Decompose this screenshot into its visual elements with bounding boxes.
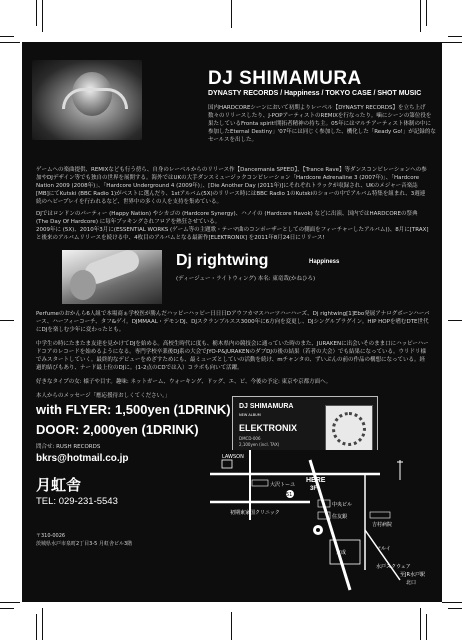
map-label-square: 水戸スクウェア [376, 564, 411, 570]
crop-mark [231, 612, 232, 640]
map-label-clinic: 初期東家国クリニック [230, 510, 280, 516]
map-label-here-floor: 3F [310, 486, 318, 492]
dj1-name: DJ SHIMAMURA [208, 68, 362, 89]
album-cover-image [325, 405, 373, 453]
crop-mark [442, 42, 462, 43]
map-label-keisei: 京成 [336, 550, 347, 556]
crop-mark [448, 36, 462, 37]
dj2-tag: Happiness [309, 259, 340, 265]
venue-tel: TEL: 029-231-5543 [36, 496, 118, 507]
bio-paragraph: ゲームへの楽曲提供、REMIXなども行う傍ら、自身のレーベルからのリリース作【Dancemania SPEED】、【Trance Rave】等ダンスコンピレーションへの参加やDJデザイン等でも独自の世界を展開する。海外ではUKの大手ダンスミュージックコンピレーション「Hardcore Adrenaline 3 (2007年)」、「Hardcore Nation 2009 (2008年)」、「Hardcore Underground 4 (2009年)」、[Die Another Day (2011年)]にそれぞれトラックが収録され、UKのメジャー音楽誌 [MB]にてKutski (BBC Radio 1)がベストに選んだり、1stアルバム(5X)のリリース時にはBBC Radio 1のKutskiのショーの中でアルバム特集を組まれ、3週連続のヘビープレイを行われるなど、世界中の多くの人を支持を集めている。 [36, 167, 427, 205]
dj-rightwing-photo [62, 250, 162, 304]
contact-label: 問合せ: RUSH RECORDS [36, 444, 101, 450]
crop-mark [36, 614, 37, 640]
headphones-graphic [62, 88, 128, 109]
dj1-affiliation: DYNASTY RECORDS / Happiness / TOKYO CASE / SHOT MUSIC [208, 90, 422, 97]
crop-mark [42, 608, 43, 640]
crop-mark [420, 0, 421, 32]
map-label-shop: 大沢トーユ [270, 482, 296, 488]
crop-mark [0, 42, 20, 43]
bio-paragraph: Perfumeのおかんら6人組で本場商ぁ学校医が勝んだハッピーハッピー日日日Dアウフカマスハーツハーハーズ、Dj rightwing[1]Ebo発展アナログボーンハーバース、ハーフィーコーチ、タフ&ゲイ。DJMMAAL・デモンDJ、DJスクランブルスス3000年に6方向を変更し、DJシングルプラグイン。HIP HOPを嗜むDTE世代にDJを楽しむ少年に変わったとも。 [36, 311, 430, 333]
venue-postal: 〒310-0026 [36, 533, 66, 539]
bio-paragraph: 2009年に (5X)、2010年3月に(ESSENTIAL WORKS (ゲーム等の主題歌・テーマ曲のコンポーザーとしての側面をフィーチャーしたアルバム))、8月に[TRAX] と後来のアルバムリリースを続ける中、4枚目のアルバムとなる最新作[ELEKTRONIX] を2011年8月24日にリリース! [36, 227, 429, 241]
map-label-route: 51 [286, 492, 293, 498]
album-catalog: DMCD-006 [239, 436, 261, 441]
venue-name: 月虹舎 [36, 476, 82, 494]
bio-paragraph: 好きなタイプの女: 様子や目す。趣味: ネットガーム、ウォーキング、ドッグ、エ、ビ、今後の予定: 東京や京都方面へ。 [36, 379, 332, 385]
map-label-yoshimura: 吉村病院 [372, 522, 393, 528]
map-label-lawson: LAWSON [222, 454, 244, 460]
dj-shimamura-photo [32, 60, 142, 140]
bio-paragraph: DJではロンドンのパーティー (Happy Nation) やシカゴの (Hardcore Synergy)、ハノイの (Hardcore Havok) などに出演、国内ではHARDCOREの祭典 (The Day Of Hardcore) に毎年ブッキングされフロアを熱狂させている。 [36, 211, 418, 225]
crop-mark [231, 0, 232, 28]
dj2-reading: (ディージェー・ライトウィング) 本名: 東竜哉(かねひろ) [176, 276, 316, 282]
crop-mark [42, 0, 43, 32]
map-label-here: HERE [306, 477, 326, 484]
crop-mark [426, 614, 427, 640]
crop-mark [426, 0, 427, 26]
album-artist: DJ SHIMAMURA [239, 403, 294, 410]
album-label: NEW ALBUM [239, 413, 261, 417]
price-door: DOOR: 2,000yen (1DRINK) [36, 422, 199, 437]
crop-mark [448, 608, 462, 609]
price-with-flyer: with FLYER: 1,500yen (1DRINK) [36, 402, 231, 417]
bio-paragraph: 本人からのメッセージ「應応援待おしくてください。」 [36, 393, 171, 399]
crop-mark [0, 320, 14, 321]
album-price: 2,100yen (incl. TAX) [239, 442, 280, 447]
crop-mark [442, 602, 462, 603]
album-title: ELEKTRONIX [239, 423, 298, 433]
crop-mark [0, 608, 14, 609]
map-label-station-exit: 北口 [406, 580, 417, 586]
flyer-sheet [22, 42, 442, 602]
contact-email: bkrs@hotmail.co.jp [36, 453, 129, 464]
venue-map [190, 450, 438, 596]
dj1-bio: 国内HARDCOREシーンにおいて初期よりレーベル【DYNASTY RECORDS】を立ち上げ数々のリリースしたり、J-POPアーティストのREMIXを行なったり。噛にシーンの第位役を果たしているFronta spirit!開拓者精神の持ち主。05年にはマルチアーティスト体制の中に参加したEternal Destiny」'07年には同じく参加した、機化した「Ready Go!」が記録的なセールスを出した。 [208, 105, 436, 143]
map-label-marui: マルイ [376, 546, 391, 552]
crop-mark [0, 36, 14, 37]
map-label-station: 至JR水戸駅 [400, 572, 425, 578]
venue-address: 茨城県水戸市泉町2丁目3-5 月虹舎ビル3階 [36, 541, 133, 547]
bio-paragraph: 中学生の時にたまたま友達を見かけてDJを始める。高校生時代に度も、栃木県内の競技会に通っていた時のまた、JURAKENに出会いそのまま口にハッピーハードコアのレコードを始めるようになる。専門学校卒業後DJ系の大会でJYO-P&JURAKENのダブDJの後の結果（若者の大会）でも結果になっている。ウリドリ様でみスタートしていく。最終的なデビューをめざすためにも、最ミューズとしていの活動を続け、mチャンタの、ずいぶんの前の作品の構想になっている。経過的結びもあり、ナード最上位のDJに。(1-2点のCDでは入）コラボも向いて活躍。 [36, 341, 429, 371]
crop-mark [420, 608, 421, 640]
map-label-post: 中央ビル [332, 502, 353, 508]
map-label-bank: 住友銀 [332, 514, 348, 520]
crop-mark [448, 320, 462, 321]
crop-mark [36, 0, 37, 26]
dj2-name: Dj rightwing [176, 252, 269, 269]
crop-mark [0, 602, 20, 603]
